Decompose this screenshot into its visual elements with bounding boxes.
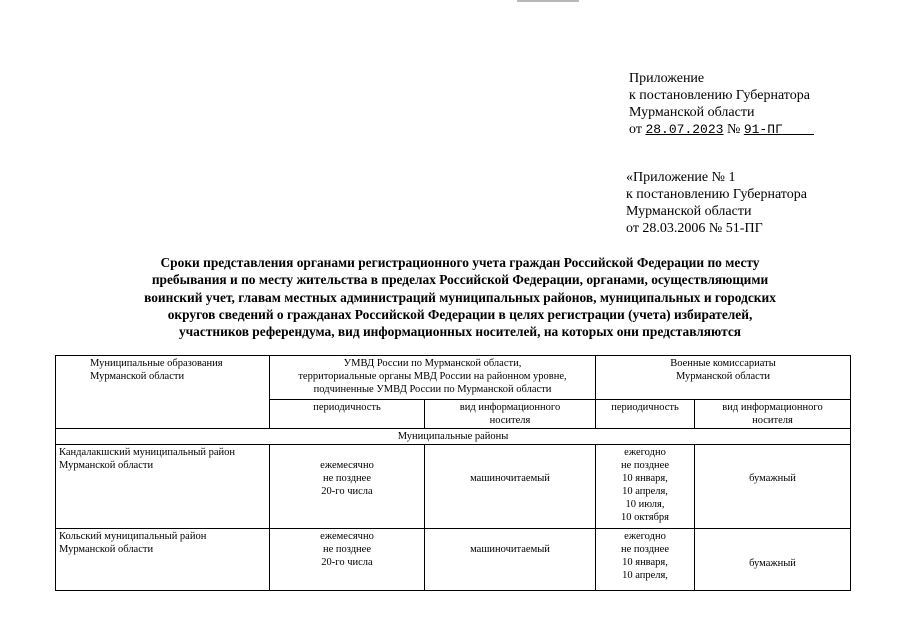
number-prefix: № [726,122,741,137]
title-line: Сроки представления органами регистрационного учета граждан Российской Федерации по месту [160,255,760,270]
subheader-umvd-periodicity: периодичность [270,400,425,429]
schedule-table [55,355,851,591]
title-line: пребывания и по месту жительства в пределах Российской Федерации, органами, осуществляющими [151,272,769,288]
appendix-date-line [629,121,814,138]
subheader-umvd-media: вид информационного носителя [425,400,596,429]
section-row [56,429,851,445]
row-municipality: Кольский муниципальный район Мурманской области [56,529,270,591]
title-line: участников референдума, вид информационных носителей, на которых они представляются [178,324,742,340]
subheader-mil-periodicity: периодичность [596,400,695,429]
row-municipality: Кандалакшский муниципальный район Мурманской области [56,445,270,529]
section-label: Муниципальные районы [56,429,851,445]
title-line: воинский учет, главам местных администраций муниципальных районов, муниципальных и городских [144,289,776,305]
row-mil-media: бумажный [695,529,851,591]
appendix-original-label: «Приложение № 1 [626,170,736,185]
appendix-resolution: к постановлению Губернатора [629,88,810,103]
resolution-date: 28.07.2023 [645,122,724,137]
header-municipality: Муниципальные образования Мурманской области [56,356,270,429]
header-military: Военные комиссариаты Мурманской области [596,356,851,400]
resolution-number: 91-ПГ [743,122,783,137]
appendix-original-resolution: к постановлению Губернатора [626,187,807,202]
scan-artifact-line [517,0,579,2]
table-header-row [56,356,851,400]
table-row [56,445,851,529]
appendix-region: Мурманской области [629,105,755,120]
row-mil-media: бумажный [695,445,851,529]
table-row [56,529,851,591]
appendix-original [626,169,807,237]
subheader-mil-media: вид информационного носителя [695,400,851,429]
row-umvd-periodicity: ежемесячно не позднее 20-го числа [270,529,425,591]
appendix-label: Приложение [629,71,705,86]
appendix-original-region: Мурманской области [626,204,752,219]
row-umvd-periodicity: ежемесячно не позднее 20-го числа [270,445,425,529]
row-umvd-media: машиночитаемый [425,529,596,591]
row-mil-periodicity: ежегодно не позднее 10 января, 10 апреля, [596,529,695,591]
appendix-current [629,70,814,138]
title-line: округов сведений о гражданах Российской Федерации в целях регистрации (учета) избирателей, [167,306,753,322]
row-mil-periodicity: ежегодно не позднее 10 января, 10 апреля, 10 июля, 10 октября [596,445,695,529]
row-umvd-media: машиночитаемый [425,445,596,529]
appendix-original-date: от 28.03.2006 № 51-ПГ [626,221,763,236]
document-title [100,254,820,340]
header-umvd: УМВД России по Мурманской области, территориальные органы МВД России на районном уровне, подчиненные УМВД России по Мурманской области [270,356,596,400]
date-prefix: от [629,122,642,137]
